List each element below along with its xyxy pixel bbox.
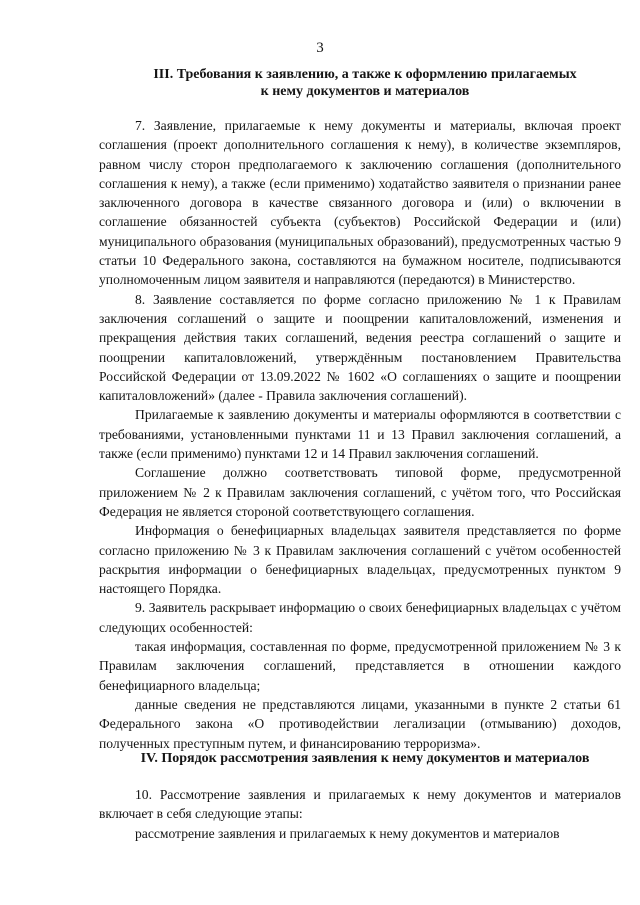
- paragraph-8-beneficiaries: Информация о бенефициарных владельцах заявителя представляется по форме согласно приложению № 3 к Правилам заключения соглашений с учётом особенностей раскрытия информации о бенефициарных владельцах, предусмотренных пунктом 9 настоящего Порядка.: [99, 523, 621, 597]
- section-4-heading-line: IV. Порядок рассмотрения заявления к нему документов и материалов: [140, 751, 590, 766]
- paragraph-8-agreement-form: Соглашение должно соответствовать типовой форме, предусмотренной приложением № 2 к Правилам заключения соглашений, с учётом того, что Российская Федерация не является стороной соответствующего соглашения.: [99, 465, 621, 519]
- paragraph-8: 8. Заявление составляется по форме согласно приложению № 1 к Правилам заключения соглашений о защите и поощрении капиталовложений, изменения и прекращения действия таких соглашений, ведения реестра соглашений о защите и поощрении капиталовложений, утверждённым постановлением Правительства Российской Федерации от 13.09.2022 № 1602 «О соглашениях о защите и поощрении капиталовложений» (далее - Правила заключения соглашений).: [99, 291, 621, 404]
- paragraph-10-stage-1: рассмотрение заявления и прилагаемых к нему документов и материалов: [135, 825, 560, 841]
- page-number: 3: [316, 40, 324, 56]
- section-3-heading: [100, 66, 630, 100]
- paragraph-10: 10. Рассмотрение заявления и прилагаемых к нему документов и материалов включает в себя следующие этапы:: [99, 787, 621, 822]
- section-3-heading-line-1: III. Требования к заявлению, а также к оформлению прилагаемых: [153, 67, 577, 82]
- section-4-body: [99, 785, 621, 843]
- paragraph-9-item-1: такая информация, составленная по форме, предусмотренной приложением № 3 к Правилам заключения соглашений, представляется в отношении каждого бенефициарного владельца;: [99, 639, 621, 693]
- paragraph-9: 9. Заявитель раскрывает информацию о своих бенефициарных владельцах с учётом следующих особенностей:: [99, 600, 621, 635]
- section-3-body: [99, 116, 621, 753]
- paragraph-9-item-2: данные сведения не представляются лицами, указанными в пункте 2 статьи 61 Федерального закона «О противодействии легализации (отмыванию) доходов, полученных преступным путем, и финансированию терроризма».: [99, 696, 621, 751]
- section-3-heading-line-2: к нему документов и материалов: [260, 84, 470, 99]
- paragraph-8-attachments: Прилагаемые к заявлению документы и материалы оформляются в соответствии с требованиями, установленными пунктами 11 и 13 Правил заключения соглашений, а также (если применимо) пунктами 12 и 14 Правил заключения соглашений.: [99, 407, 621, 462]
- section-4-heading: [100, 750, 630, 767]
- paragraph-7: 7. Заявление, прилагаемые к нему документы и материалы, включая проект соглашения (проект дополнительного соглашения к нему), в количестве экземпляров, равном числу сторон предполагаемого к заключению соглашения (дополнительного соглашения к нему), а также (если применимо) ходатайство заявителя о признании ранее заключенного договора в качестве связанного договора и (или) о включении в соглашение обязанностей субъекта (субъектов) Российской Федерации и (или) муниципального образования (муниципальных образований), предусмотренных частью 9 статьи 10 Федерального закона, составляются на бумажном носителе, подписываются уполномоченным лицом заявителя и направляются (передаются) в Министерство.: [99, 118, 621, 288]
